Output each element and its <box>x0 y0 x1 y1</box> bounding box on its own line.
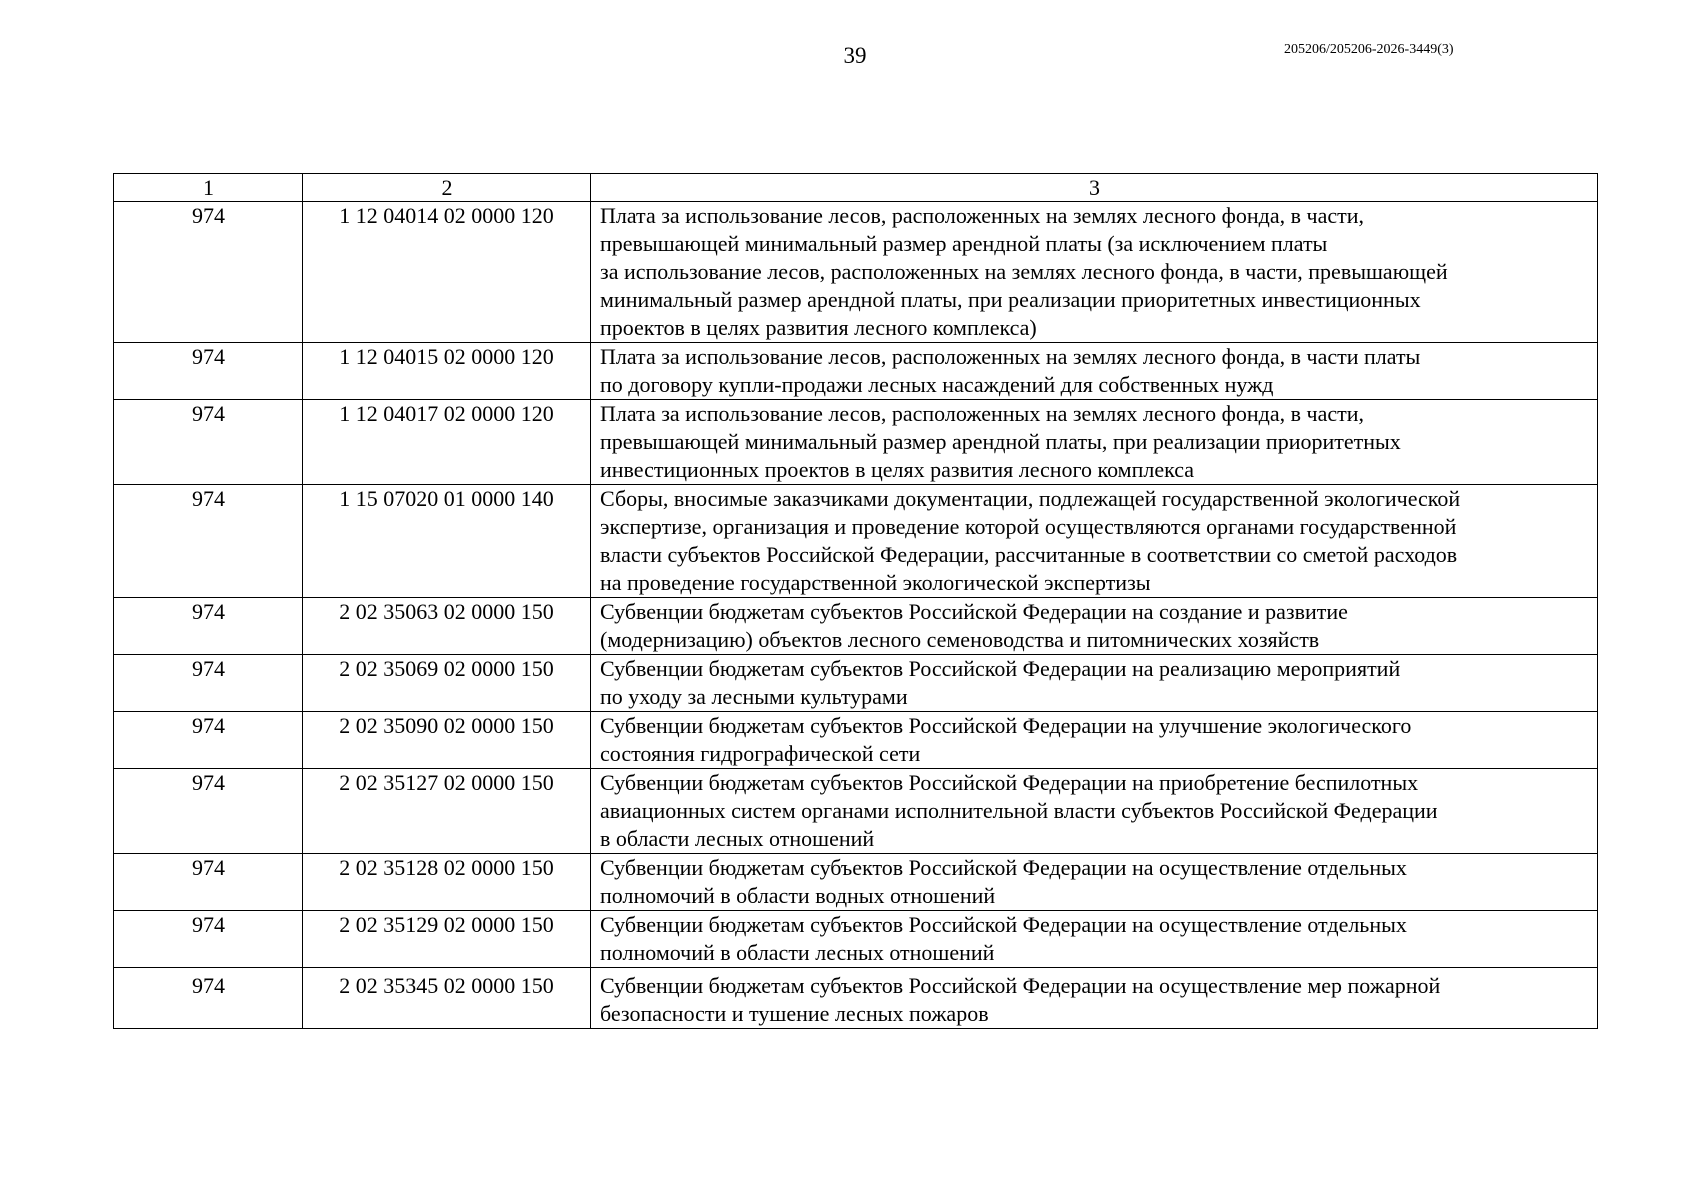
description-cell <box>591 202 1598 343</box>
admin-code-cell: 974 <box>114 655 303 712</box>
description-cell <box>591 769 1598 854</box>
table-row <box>114 400 1598 485</box>
budget-code-cell: 2 02 35063 02 0000 150 <box>303 598 591 655</box>
description-line: полномочий в области лесных отношений <box>600 940 995 965</box>
description-line: Субвенции бюджетам субъектов Российской Федерации на создание и развитие <box>600 599 1348 624</box>
admin-code-cell: 974 <box>114 712 303 769</box>
description-line: Субвенции бюджетам субъектов Российской Федерации на реализацию мероприятий <box>600 656 1401 681</box>
description-line: проектов в целях развития лесного комплекса) <box>600 315 1037 340</box>
description-cell <box>591 712 1598 769</box>
table-row <box>114 911 1598 968</box>
table-row <box>114 968 1598 1029</box>
description-line: Плата за использование лесов, расположенных на землях лесного фонда, в части, <box>600 401 1364 426</box>
description-line: на проведение государственной экологической экспертизы <box>600 570 1151 595</box>
description-cell <box>591 598 1598 655</box>
table-row <box>114 202 1598 343</box>
budget-code-cell: 1 15 07020 01 0000 140 <box>303 485 591 598</box>
description-line: Субвенции бюджетам субъектов Российской Федерации на осуществление отдельных <box>600 912 1407 937</box>
description-cell <box>591 343 1598 400</box>
description-line: Субвенции бюджетам субъектов Российской Федерации на улучшение экологического <box>600 713 1412 738</box>
budget-code-cell: 1 12 04015 02 0000 120 <box>303 343 591 400</box>
description-line: Плата за использование лесов, расположенных на землях лесного фонда, в части, <box>600 203 1364 228</box>
description-line: за использование лесов, расположенных на землях лесного фонда, в части, превышающей <box>600 259 1448 284</box>
column-header-3: 3 <box>591 174 1598 202</box>
description-line: Сборы, вносимые заказчиками документации, подлежащей государственной экологической <box>600 486 1461 511</box>
budget-code-cell: 2 02 35128 02 0000 150 <box>303 854 591 911</box>
description-line: превышающей минимальный размер арендной платы (за исключением платы <box>600 231 1328 256</box>
description-line: экспертизе, организация и проведение которой осуществляются органами государственной <box>600 514 1457 539</box>
admin-code-cell: 974 <box>114 343 303 400</box>
description-line: безопасности и тушение лесных пожаров <box>600 1001 989 1026</box>
description-cell <box>591 655 1598 712</box>
description-cell <box>591 485 1598 598</box>
table-row <box>114 485 1598 598</box>
description-cell <box>591 400 1598 485</box>
budget-code-cell: 2 02 35069 02 0000 150 <box>303 655 591 712</box>
description-line: Субвенции бюджетам субъектов Российской Федерации на осуществление отдельных <box>600 855 1407 880</box>
admin-code-cell: 974 <box>114 202 303 343</box>
description-line: превышающей минимальный размер арендной платы, при реализации приоритетных <box>600 429 1401 454</box>
budget-code-cell: 1 12 04017 02 0000 120 <box>303 400 591 485</box>
admin-code-cell: 974 <box>114 968 303 1029</box>
admin-code-cell: 974 <box>114 485 303 598</box>
table-row <box>114 343 1598 400</box>
admin-code-cell: 974 <box>114 400 303 485</box>
description-line: власти субъектов Российской Федерации, рассчитанные в соответствии со сметой расходов <box>600 542 1458 567</box>
page-number: 39 <box>843 43 867 68</box>
description-cell <box>591 911 1598 968</box>
table-header-row <box>114 174 1598 202</box>
description-line: по уходу за лесными культурами <box>600 684 908 709</box>
admin-code-cell: 974 <box>114 598 303 655</box>
budget-code-cell: 1 12 04014 02 0000 120 <box>303 202 591 343</box>
description-cell <box>591 854 1598 911</box>
description-line: Субвенции бюджетам субъектов Российской Федерации на осуществление мер пожарной <box>600 973 1441 998</box>
admin-code-cell: 974 <box>114 769 303 854</box>
table-row <box>114 655 1598 712</box>
budget-code-cell: 2 02 35090 02 0000 150 <box>303 712 591 769</box>
description-line: (модернизацию) объектов лесного семеноводства и питомнических хозяйств <box>600 627 1320 652</box>
budget-code-cell: 2 02 35345 02 0000 150 <box>303 968 591 1029</box>
description-line: авиационных систем органами исполнительной власти субъектов Российской Федерации <box>600 798 1438 823</box>
description-line: по договору купли-продажи лесных насаждений для собственных нужд <box>600 372 1274 397</box>
description-line: Плата за использование лесов, расположенных на землях лесного фонда, в части платы <box>600 344 1421 369</box>
admin-code-cell: 974 <box>114 911 303 968</box>
description-line: полномочий в области водных отношений <box>600 883 996 908</box>
description-line: минимальный размер арендной платы, при реализации приоритетных инвестиционных <box>600 287 1421 312</box>
column-header-2: 2 <box>303 174 591 202</box>
budget-code-cell: 2 02 35129 02 0000 150 <box>303 911 591 968</box>
table-row <box>114 854 1598 911</box>
budget-code-cell: 2 02 35127 02 0000 150 <box>303 769 591 854</box>
document-code: 205206/205206-2026-3449(3) <box>1284 42 1454 57</box>
table-row <box>114 769 1598 854</box>
description-line: Субвенции бюджетам субъектов Российской Федерации на приобретение беспилотных <box>600 770 1419 795</box>
description-line: инвестиционных проектов в целях развития лесного комплекса <box>600 457 1195 482</box>
description-line: в области лесных отношений <box>600 826 875 851</box>
admin-code-cell: 974 <box>114 854 303 911</box>
table-row <box>114 712 1598 769</box>
income-codes-table <box>113 173 1598 1029</box>
table-body <box>114 174 1598 1029</box>
table-row <box>114 598 1598 655</box>
column-header-1: 1 <box>114 174 303 202</box>
description-line: состояния гидрографической сети <box>600 741 921 766</box>
description-cell <box>591 968 1598 1029</box>
